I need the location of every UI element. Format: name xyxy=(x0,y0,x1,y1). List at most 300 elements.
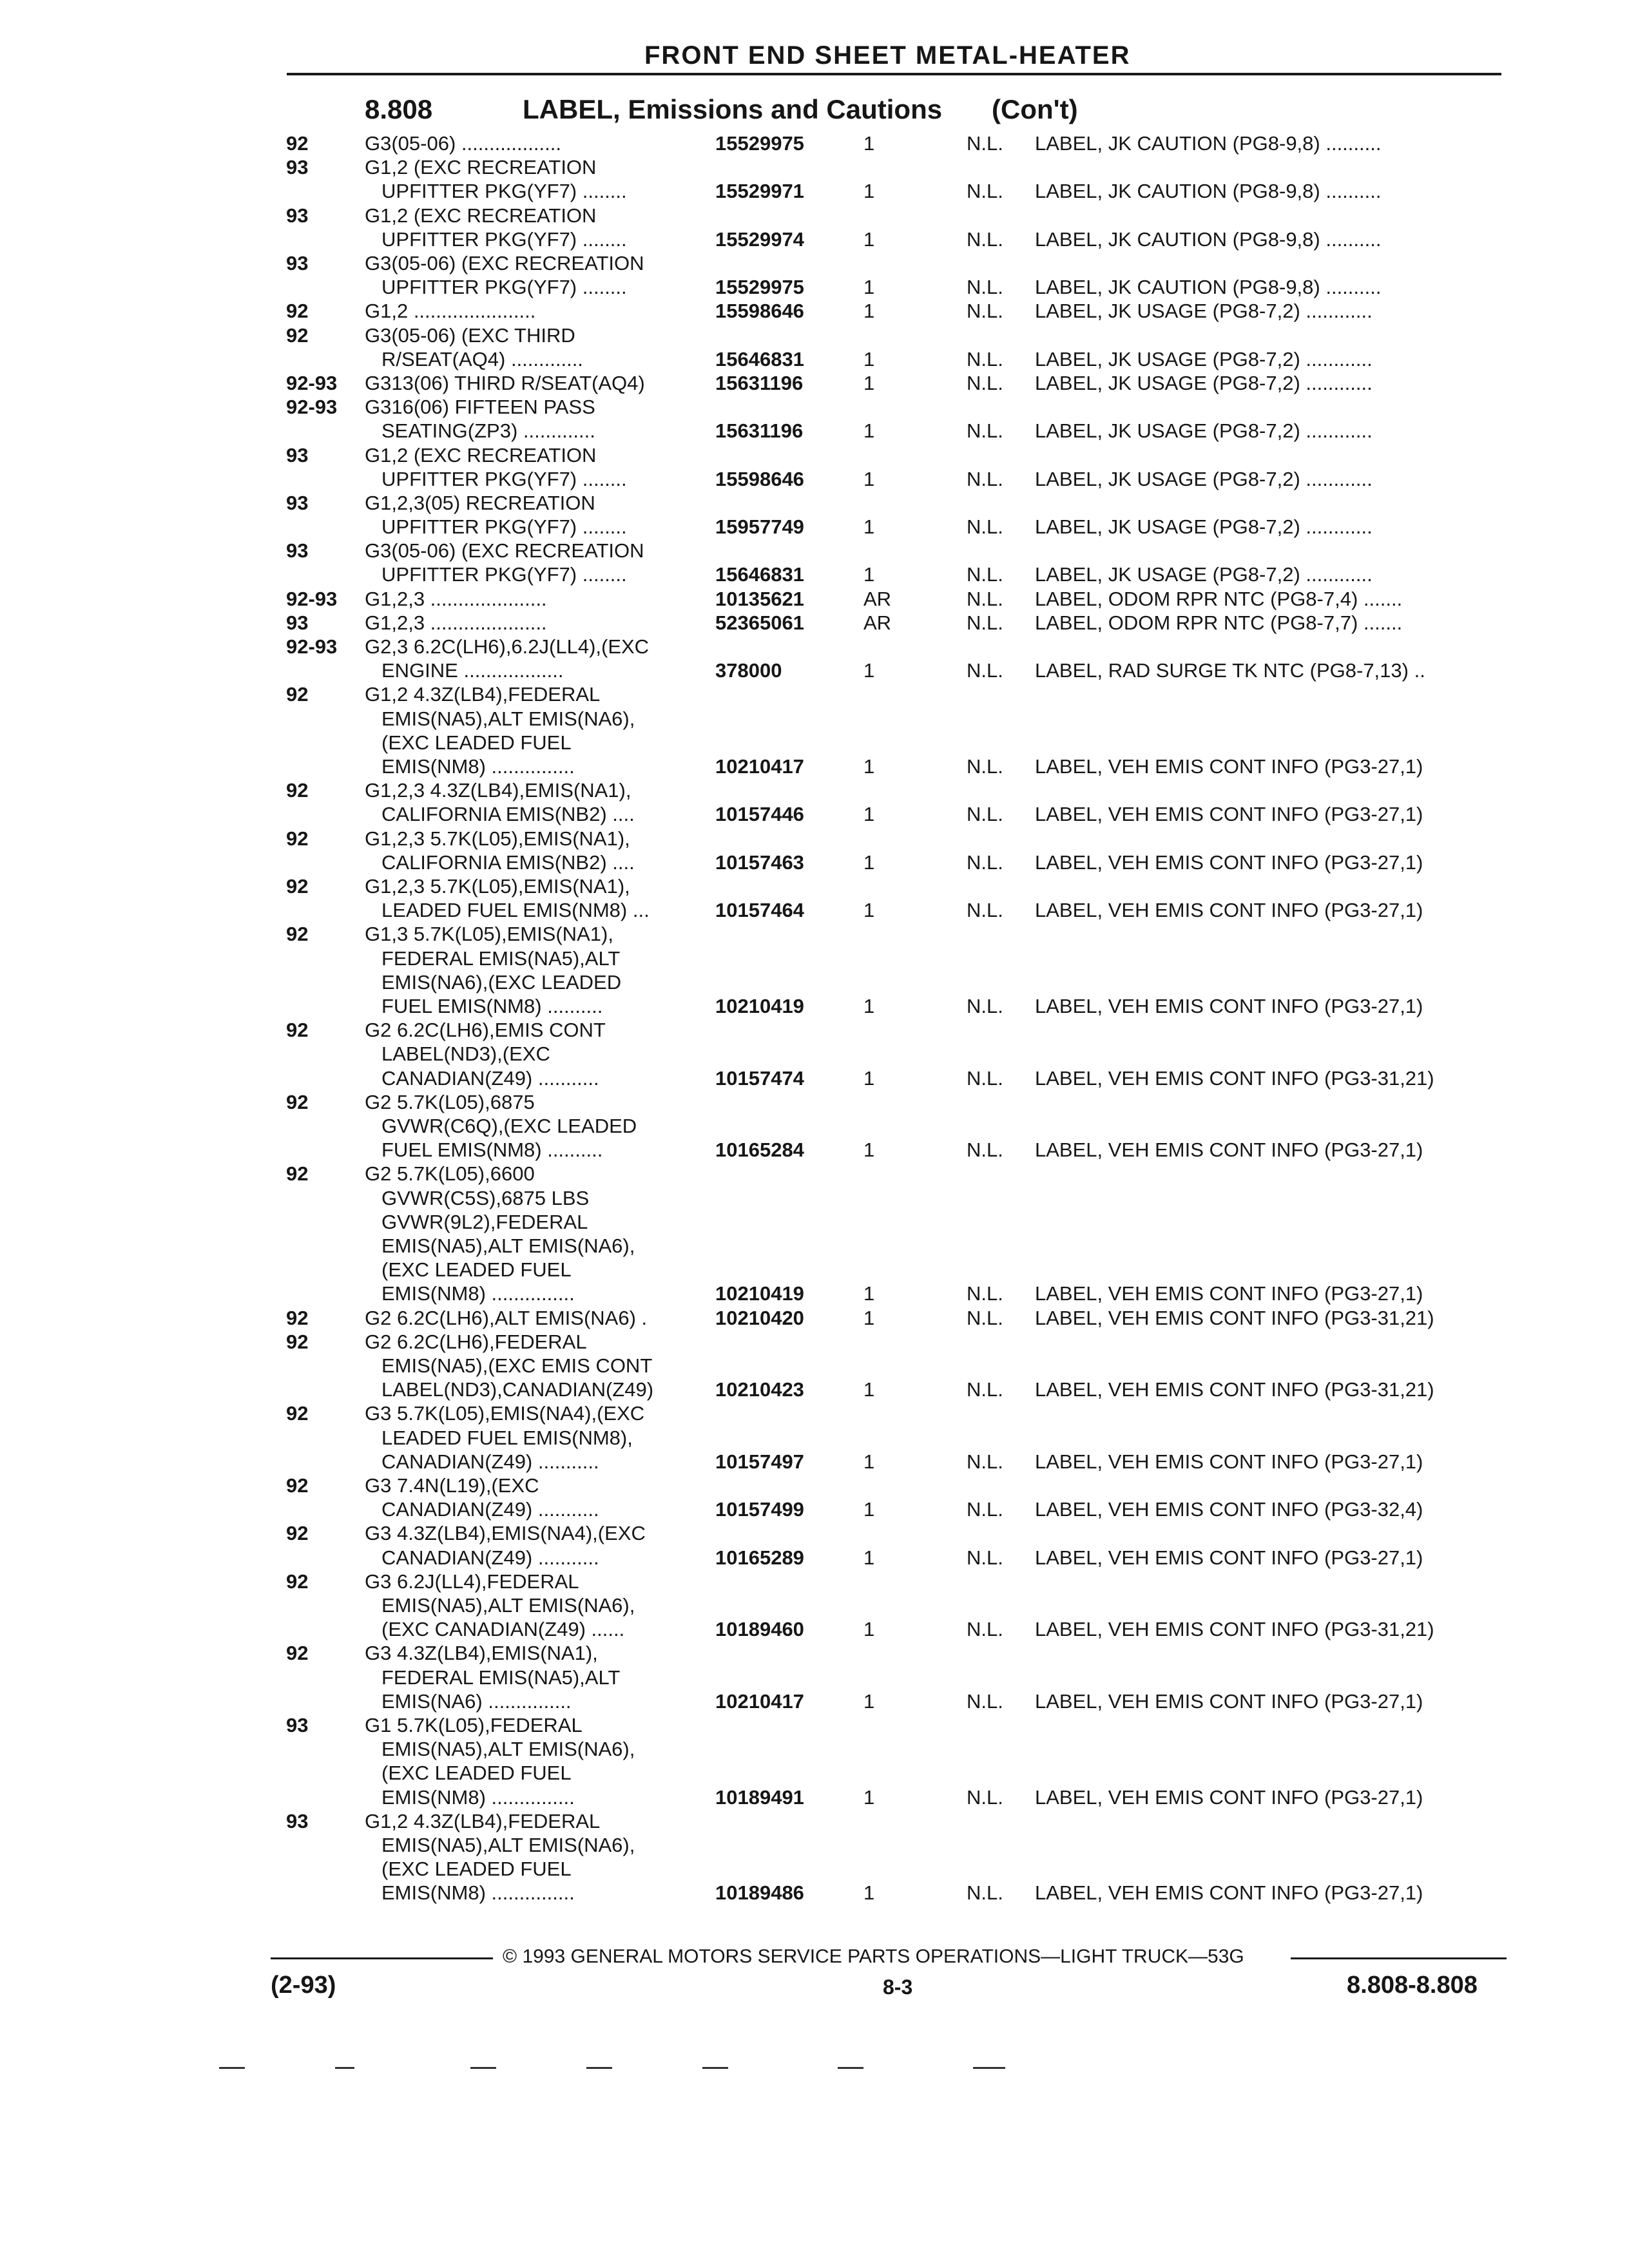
part-number: 15631196 xyxy=(715,419,804,443)
quantity: 1 xyxy=(863,1785,875,1809)
quantity: AR xyxy=(863,587,892,610)
not-listed-flag: N.L. xyxy=(967,659,1003,682)
usage-description xyxy=(365,827,635,874)
table-row xyxy=(0,922,1629,1018)
part-number: 15598646 xyxy=(715,467,804,490)
usage-description xyxy=(365,1090,637,1162)
usage-line: EMIS(NM8) ............... xyxy=(381,1881,575,1905)
quantity: 1 xyxy=(863,227,875,251)
part-name: LABEL, VEH EMIS CONT INFO (PG3-27,1) xyxy=(1035,1546,1423,1569)
not-listed-flag: N.L. xyxy=(967,755,1003,778)
quantity: 1 xyxy=(863,371,875,394)
usage-line: UPFITTER PKG(YF7) ........ xyxy=(381,276,627,299)
usage-line: G2 6.2C(LH6),EMIS CONT xyxy=(365,1019,606,1042)
quantity: 1 xyxy=(863,467,875,490)
not-listed-flag: N.L. xyxy=(967,347,1003,370)
not-listed-flag: N.L. xyxy=(967,803,1003,826)
usage-description xyxy=(365,1330,653,1402)
table-row xyxy=(0,251,1629,299)
part-number: 15646831 xyxy=(715,563,804,586)
not-listed-flag: N.L. xyxy=(967,1139,1003,1162)
usage-line: EMIS(NA5),ALT EMIS(NA6), xyxy=(381,1833,635,1856)
not-listed-flag: N.L. xyxy=(967,515,1003,539)
part-number: 10157463 xyxy=(715,850,804,874)
usage-line: G3(05-06) (EXC RECREATION xyxy=(365,539,644,562)
usage-line: (EXC LEADED FUEL xyxy=(381,731,572,754)
part-name: LABEL, VEH EMIS CONT INFO (PG3-27,1) xyxy=(1035,850,1423,874)
usage-line: G3 5.7K(L05),EMIS(NA4),(EXC xyxy=(365,1402,645,1425)
usage-description xyxy=(365,1474,599,1521)
usage-line: EMIS(NA5),ALT EMIS(NA6), xyxy=(381,1234,635,1257)
usage-description xyxy=(365,204,627,251)
ref-number: 92 xyxy=(286,323,309,347)
parts-list xyxy=(0,131,1629,1905)
part-number: 10157497 xyxy=(715,1450,804,1473)
quantity: 1 xyxy=(863,515,875,539)
usage-line: (EXC CANADIAN(Z49) ...... xyxy=(381,1618,625,1641)
usage-line: G1,3 5.7K(L05),EMIS(NA1), xyxy=(365,923,613,946)
quantity: 1 xyxy=(863,276,875,299)
usage-line: G1,2,3 ..................... xyxy=(365,611,547,634)
usage-line: G1,2,3 5.7K(L05),EMIS(NA1), xyxy=(365,827,630,850)
part-name: LABEL, JK USAGE (PG8-7,2) ............ xyxy=(1035,300,1373,323)
usage-description xyxy=(365,922,621,1018)
table-row xyxy=(0,778,1629,826)
quantity: 1 xyxy=(863,300,875,323)
usage-line: G3(05-06) .................. xyxy=(365,132,561,155)
quantity: 1 xyxy=(863,1689,875,1713)
ref-number: 92 xyxy=(286,1019,309,1042)
not-listed-flag: N.L. xyxy=(967,1378,1003,1401)
part-name: LABEL, VEH EMIS CONT INFO (PG3-27,1) xyxy=(1035,899,1423,922)
part-name: LABEL, VEH EMIS CONT INFO (PG3-27,1) xyxy=(1035,1881,1423,1905)
part-name: LABEL, ODOM RPR NTC (PG8-7,7) ....... xyxy=(1035,611,1403,634)
usage-line: LABEL(ND3),CANADIAN(Z49) xyxy=(381,1378,654,1401)
not-listed-flag: N.L. xyxy=(967,467,1003,490)
usage-description xyxy=(365,155,627,203)
part-name: LABEL, VEH EMIS CONT INFO (PG3-31,21) xyxy=(1035,1066,1434,1090)
usage-line: R/SEAT(AQ4) ............. xyxy=(381,347,583,370)
part-name: LABEL, JK USAGE (PG8-7,2) ............ xyxy=(1035,515,1373,539)
usage-line: G1,2 ...................... xyxy=(365,300,536,323)
ref-number: 92 xyxy=(286,683,309,706)
usage-line: (EXC LEADED FUEL xyxy=(381,1258,572,1282)
not-listed-flag: N.L. xyxy=(967,1618,1003,1641)
usage-line: EMIS(NA5),ALT EMIS(NA6), xyxy=(381,1738,635,1761)
part-number: 10135621 xyxy=(715,587,804,610)
not-listed-flag: N.L. xyxy=(967,1450,1003,1473)
part-name: LABEL, VEH EMIS CONT INFO (PG3-27,1) xyxy=(1035,1689,1423,1713)
usage-line: UPFITTER PKG(YF7) ........ xyxy=(381,227,627,251)
table-row xyxy=(0,611,1629,635)
quantity: 1 xyxy=(863,1282,875,1305)
usage-line: EMIS(NA6),(EXC LEADED xyxy=(381,970,622,994)
table-row xyxy=(0,371,1629,395)
not-listed-flag: N.L. xyxy=(967,1498,1003,1521)
scan-mark xyxy=(219,2067,245,2069)
not-listed-flag: N.L. xyxy=(967,1546,1003,1569)
part-number: 10189486 xyxy=(715,1881,804,1905)
table-row xyxy=(0,827,1629,874)
usage-line: LEADED FUEL EMIS(NM8), xyxy=(381,1426,633,1449)
scan-mark xyxy=(973,2067,1005,2069)
usage-line: UPFITTER PKG(YF7) ........ xyxy=(381,515,627,539)
usage-line: G3 4.3Z(LB4),EMIS(NA4),(EXC xyxy=(365,1522,646,1545)
usage-description xyxy=(365,635,649,682)
table-row xyxy=(0,1570,1629,1642)
usage-line: G313(06) THIRD R/SEAT(AQ4) xyxy=(365,371,645,394)
part-number: 15631196 xyxy=(715,371,804,394)
scan-mark xyxy=(586,2067,612,2069)
table-row xyxy=(0,1401,1629,1474)
part-name: LABEL, VEH EMIS CONT INFO (PG3-27,1) xyxy=(1035,1450,1423,1473)
part-number: 10157474 xyxy=(715,1066,804,1090)
not-listed-flag: N.L. xyxy=(967,1282,1003,1305)
usage-line: (EXC LEADED FUEL xyxy=(381,1858,572,1881)
part-name: LABEL, JK USAGE (PG8-7,2) ............ xyxy=(1035,419,1373,443)
scan-mark xyxy=(838,2067,863,2069)
usage-line: G1,2,3 5.7K(L05),EMIS(NA1), xyxy=(365,875,630,898)
usage-line: G3 4.3Z(LB4),EMIS(NA1), xyxy=(365,1642,598,1665)
table-row xyxy=(0,635,1629,682)
ref-number: 92 xyxy=(286,1570,309,1593)
usage-line: G3(05-06) (EXC RECREATION xyxy=(365,251,644,274)
usage-line: UPFITTER PKG(YF7) ........ xyxy=(381,563,627,586)
table-row xyxy=(0,1474,1629,1521)
quantity: 1 xyxy=(863,1546,875,1569)
usage-line: G2 6.2C(LH6),ALT EMIS(NA6) . xyxy=(365,1306,648,1329)
footer-page-number: 8-3 xyxy=(883,1975,913,1999)
ref-number: 92 xyxy=(286,923,309,946)
scan-mark xyxy=(335,2067,354,2069)
part-name: LABEL, JK USAGE (PG8-7,2) ............ xyxy=(1035,371,1373,394)
usage-line: FUEL EMIS(NM8) .......... xyxy=(381,1139,603,1162)
usage-description xyxy=(365,1018,606,1090)
usage-description xyxy=(365,1809,635,1905)
quantity: 1 xyxy=(863,563,875,586)
quantity: 1 xyxy=(863,803,875,826)
usage-line: G1,2,3(05) RECREATION xyxy=(365,491,595,514)
ref-number: 92-93 xyxy=(286,635,338,658)
table-row xyxy=(0,491,1629,539)
usage-line: EMIS(NM8) ............... xyxy=(381,755,575,778)
table-row xyxy=(0,1306,1629,1330)
table-row xyxy=(0,443,1629,491)
ref-number: 92-93 xyxy=(286,371,338,394)
usage-description xyxy=(365,1521,646,1569)
part-name: LABEL, JK CAUTION (PG8-9,8) .......... xyxy=(1035,132,1382,155)
ref-number: 93 xyxy=(286,1809,309,1832)
quantity: 1 xyxy=(863,1881,875,1905)
quantity: AR xyxy=(863,611,892,634)
usage-line: (EXC LEADED FUEL xyxy=(381,1762,572,1785)
quantity: 1 xyxy=(863,1139,875,1162)
table-row xyxy=(0,1330,1629,1402)
usage-description xyxy=(365,1641,620,1713)
table-row xyxy=(0,155,1629,203)
usage-description xyxy=(365,371,645,395)
table-row xyxy=(0,1018,1629,1090)
ref-number: 92 xyxy=(286,1522,309,1545)
ref-number: 92 xyxy=(286,1402,309,1425)
usage-line: GVWR(C5S),6875 LBS xyxy=(381,1186,590,1209)
usage-description xyxy=(365,587,547,611)
ref-number: 92-93 xyxy=(286,396,338,419)
usage-description xyxy=(365,682,635,778)
part-number: 15529974 xyxy=(715,227,804,251)
not-listed-flag: N.L. xyxy=(967,1689,1003,1713)
usage-description xyxy=(365,491,627,539)
quantity: 1 xyxy=(863,419,875,443)
part-name: LABEL, JK USAGE (PG8-7,2) ............ xyxy=(1035,467,1373,490)
not-listed-flag: N.L. xyxy=(967,587,1003,610)
usage-line: G2,3 6.2C(LH6),6.2J(LL4),(EXC xyxy=(365,635,650,658)
usage-line: EMIS(NA5),(EXC EMIS CONT xyxy=(381,1354,653,1377)
not-listed-flag: N.L. xyxy=(967,611,1003,634)
table-row xyxy=(0,1090,1629,1162)
quantity: 1 xyxy=(863,1306,875,1329)
usage-description xyxy=(365,874,650,922)
usage-line: UPFITTER PKG(YF7) ........ xyxy=(381,467,627,490)
usage-line: G1,2 (EXC RECREATION xyxy=(365,156,597,179)
usage-description xyxy=(365,443,627,491)
table-row xyxy=(0,1521,1629,1569)
usage-line: G316(06) FIFTEEN PASS xyxy=(365,396,595,419)
quantity: 1 xyxy=(863,180,875,203)
section-title: LABEL, Emissions and Cautions xyxy=(523,94,943,124)
title-rule xyxy=(287,73,1501,75)
quantity: 1 xyxy=(863,899,875,922)
ref-number: 92 xyxy=(286,1306,309,1329)
usage-line: G3 7.4N(L19),(EXC xyxy=(365,1474,539,1497)
section-continued: (Con't) xyxy=(992,94,1078,124)
not-listed-flag: N.L. xyxy=(967,1881,1003,1905)
part-number: 10210417 xyxy=(715,755,804,778)
table-row xyxy=(0,587,1629,611)
part-number: 15529975 xyxy=(715,132,804,155)
ref-number: 93 xyxy=(286,251,309,274)
scan-mark xyxy=(470,2067,496,2069)
ref-number: 93 xyxy=(286,539,309,562)
footer-date: (2-93) xyxy=(271,1972,336,1999)
ref-number: 93 xyxy=(286,491,309,514)
quantity: 1 xyxy=(863,755,875,778)
usage-description xyxy=(365,323,583,371)
part-name: LABEL, VEH EMIS CONT INFO (PG3-27,1) xyxy=(1035,1139,1423,1162)
usage-line: CANADIAN(Z49) ........... xyxy=(381,1450,599,1473)
footer-copyright: © 1993 GENERAL MOTORS SERVICE PARTS OPERATIONS—LIGHT TRUCK—53G xyxy=(503,1946,1244,1967)
part-name: LABEL, VEH EMIS CONT INFO (PG3-27,1) xyxy=(1035,755,1423,778)
quantity: 1 xyxy=(863,1498,875,1521)
quantity: 1 xyxy=(863,1378,875,1401)
ref-number: 93 xyxy=(286,611,309,634)
part-name: LABEL, VEH EMIS CONT INFO (PG3-27,1) xyxy=(1035,995,1423,1018)
scan-mark xyxy=(702,2067,728,2069)
usage-line: G1,2 4.3Z(LB4),FEDERAL xyxy=(365,1809,601,1832)
ref-number: 92 xyxy=(286,1642,309,1665)
usage-line: CANADIAN(Z49) ........... xyxy=(381,1498,599,1521)
usage-line: EMIS(NM8) ............... xyxy=(381,1282,575,1305)
part-number: 15646831 xyxy=(715,347,804,370)
not-listed-flag: N.L. xyxy=(967,419,1003,443)
ref-number: 92 xyxy=(286,132,309,155)
part-name: LABEL, VEH EMIS CONT INFO (PG3-31,21) xyxy=(1035,1618,1434,1641)
quantity: 1 xyxy=(863,850,875,874)
part-name: LABEL, VEH EMIS CONT INFO (PG3-32,4) xyxy=(1035,1498,1423,1521)
quantity: 1 xyxy=(863,1450,875,1473)
usage-line: G1,2 (EXC RECREATION xyxy=(365,204,597,227)
table-row xyxy=(0,395,1629,443)
part-number: 10165289 xyxy=(715,1546,804,1569)
usage-line: CANADIAN(Z49) ........... xyxy=(381,1546,599,1569)
part-name: LABEL, VEH EMIS CONT INFO (PG3-31,21) xyxy=(1035,1306,1434,1329)
usage-description xyxy=(365,1713,635,1809)
usage-line: G1,2,3 4.3Z(LB4),EMIS(NA1), xyxy=(365,779,631,802)
not-listed-flag: N.L. xyxy=(967,132,1003,155)
part-name: LABEL, VEH EMIS CONT INFO (PG3-27,1) xyxy=(1035,1282,1423,1305)
usage-line: CALIFORNIA EMIS(NB2) .... xyxy=(381,803,635,826)
usage-line: G1,2 (EXC RECREATION xyxy=(365,443,597,466)
table-row xyxy=(0,204,1629,251)
usage-line: FEDERAL EMIS(NA5),ALT xyxy=(381,947,621,970)
usage-description xyxy=(365,611,547,635)
usage-line: ENGINE .................. xyxy=(381,659,564,682)
part-number: 15598646 xyxy=(715,300,804,323)
part-name: LABEL, JK CAUTION (PG8-9,8) .......... xyxy=(1035,276,1382,299)
part-name: LABEL, JK CAUTION (PG8-9,8) .......... xyxy=(1035,227,1382,251)
usage-description xyxy=(365,251,644,299)
part-number: 10157446 xyxy=(715,803,804,826)
usage-line: G3 6.2J(LL4),FEDERAL xyxy=(365,1570,579,1593)
not-listed-flag: N.L. xyxy=(967,300,1003,323)
usage-line: UPFITTER PKG(YF7) ........ xyxy=(381,180,627,203)
table-row xyxy=(0,539,1629,586)
part-number: 378000 xyxy=(715,659,782,682)
usage-line: LEADED FUEL EMIS(NM8) ... xyxy=(381,899,650,922)
page-title: FRONT END SHEET METAL-HEATER xyxy=(644,41,1131,70)
part-name: LABEL, JK USAGE (PG8-7,2) ............ xyxy=(1035,563,1373,586)
table-row xyxy=(0,874,1629,922)
usage-description xyxy=(365,778,635,826)
usage-line: CALIFORNIA EMIS(NB2) .... xyxy=(381,850,635,874)
ref-number: 92 xyxy=(286,1330,309,1353)
table-row xyxy=(0,131,1629,155)
quantity: 1 xyxy=(863,132,875,155)
part-number: 10210423 xyxy=(715,1378,804,1401)
footer-rule-right xyxy=(1291,1957,1507,1959)
part-name: LABEL, JK USAGE (PG8-7,2) ............ xyxy=(1035,347,1373,370)
ref-number: 92 xyxy=(286,779,309,802)
part-number: 10189491 xyxy=(715,1785,804,1809)
usage-line: G1,2,3 ..................... xyxy=(365,587,547,610)
footer-section-range: 8.808-8.808 xyxy=(1347,1972,1478,1999)
usage-line: CANADIAN(Z49) ........... xyxy=(381,1066,599,1090)
footer-rule-left xyxy=(271,1957,493,1959)
ref-number: 92 xyxy=(286,1474,309,1497)
quantity: 1 xyxy=(863,347,875,370)
usage-line: FUEL EMIS(NM8) .......... xyxy=(381,994,603,1017)
not-listed-flag: N.L. xyxy=(967,995,1003,1018)
usage-line: G2 5.7K(L05),6875 xyxy=(365,1090,535,1113)
ref-number: 92 xyxy=(286,827,309,850)
part-number: 10210417 xyxy=(715,1689,804,1713)
part-name: LABEL, VEH EMIS CONT INFO (PG3-31,21) xyxy=(1035,1378,1434,1401)
ref-number: 93 xyxy=(286,204,309,227)
not-listed-flag: N.L. xyxy=(967,899,1003,922)
usage-description xyxy=(365,1401,644,1474)
quantity: 1 xyxy=(863,659,875,682)
ref-number: 92 xyxy=(286,300,309,323)
usage-line: G3(05-06) (EXC THIRD xyxy=(365,323,575,347)
part-number: 15957749 xyxy=(715,515,804,539)
not-listed-flag: N.L. xyxy=(967,563,1003,586)
ref-number: 93 xyxy=(286,443,309,466)
part-name: LABEL, JK CAUTION (PG8-9,8) .......... xyxy=(1035,180,1382,203)
table-row xyxy=(0,1641,1629,1713)
usage-description xyxy=(365,1162,635,1305)
part-number: 10165284 xyxy=(715,1139,804,1162)
usage-line: EMIS(NM8) ............... xyxy=(381,1785,575,1809)
not-listed-flag: N.L. xyxy=(967,227,1003,251)
usage-line: SEATING(ZP3) ............. xyxy=(381,419,595,443)
usage-line: EMIS(NA5),ALT EMIS(NA6), xyxy=(381,707,635,730)
not-listed-flag: N.L. xyxy=(967,1066,1003,1090)
usage-line: G1,2 4.3Z(LB4),FEDERAL xyxy=(365,683,601,706)
part-number: 10157464 xyxy=(715,899,804,922)
part-number: 10210419 xyxy=(715,995,804,1018)
ref-number: 92 xyxy=(286,1090,309,1113)
ref-number: 93 xyxy=(286,1713,309,1736)
usage-line: G2 5.7K(L05),6600 xyxy=(365,1162,535,1186)
ref-number: 93 xyxy=(286,156,309,179)
table-row xyxy=(0,299,1629,323)
usage-description xyxy=(365,299,535,323)
usage-line: EMIS(NA6) ............... xyxy=(381,1689,572,1713)
not-listed-flag: N.L. xyxy=(967,1306,1003,1329)
usage-description xyxy=(365,1570,635,1642)
not-listed-flag: N.L. xyxy=(967,276,1003,299)
not-listed-flag: N.L. xyxy=(967,180,1003,203)
table-row xyxy=(0,1809,1629,1905)
part-name: LABEL, RAD SURGE TK NTC (PG8-7,13) .. xyxy=(1035,659,1425,682)
part-number: 10210419 xyxy=(715,1282,804,1305)
part-number: 10210420 xyxy=(715,1306,804,1329)
usage-description xyxy=(365,131,561,155)
usage-line: GVWR(C6Q),(EXC LEADED xyxy=(381,1115,637,1137)
part-number: 15529975 xyxy=(715,276,804,299)
not-listed-flag: N.L. xyxy=(967,371,1003,394)
part-name: LABEL, VEH EMIS CONT INFO (PG3-27,1) xyxy=(1035,1785,1423,1809)
table-row xyxy=(0,682,1629,778)
table-row xyxy=(0,1162,1629,1305)
ref-number: 92 xyxy=(286,875,309,898)
not-listed-flag: N.L. xyxy=(967,1785,1003,1809)
quantity: 1 xyxy=(863,995,875,1018)
usage-line: GVWR(9L2),FEDERAL xyxy=(381,1210,588,1233)
usage-description xyxy=(365,395,595,443)
usage-line: EMIS(NA5),ALT EMIS(NA6), xyxy=(381,1593,635,1617)
part-name: LABEL, ODOM RPR NTC (PG8-7,4) ....... xyxy=(1035,587,1403,610)
quantity: 1 xyxy=(863,1066,875,1090)
ref-number: 92 xyxy=(286,1162,309,1186)
part-number: 10157499 xyxy=(715,1498,804,1521)
quantity: 1 xyxy=(863,1618,875,1641)
table-row xyxy=(0,1713,1629,1809)
part-number: 52365061 xyxy=(715,611,804,634)
usage-description xyxy=(365,539,644,586)
usage-line: FEDERAL EMIS(NA5),ALT xyxy=(381,1666,621,1689)
usage-line: G1 5.7K(L05),FEDERAL xyxy=(365,1713,583,1736)
